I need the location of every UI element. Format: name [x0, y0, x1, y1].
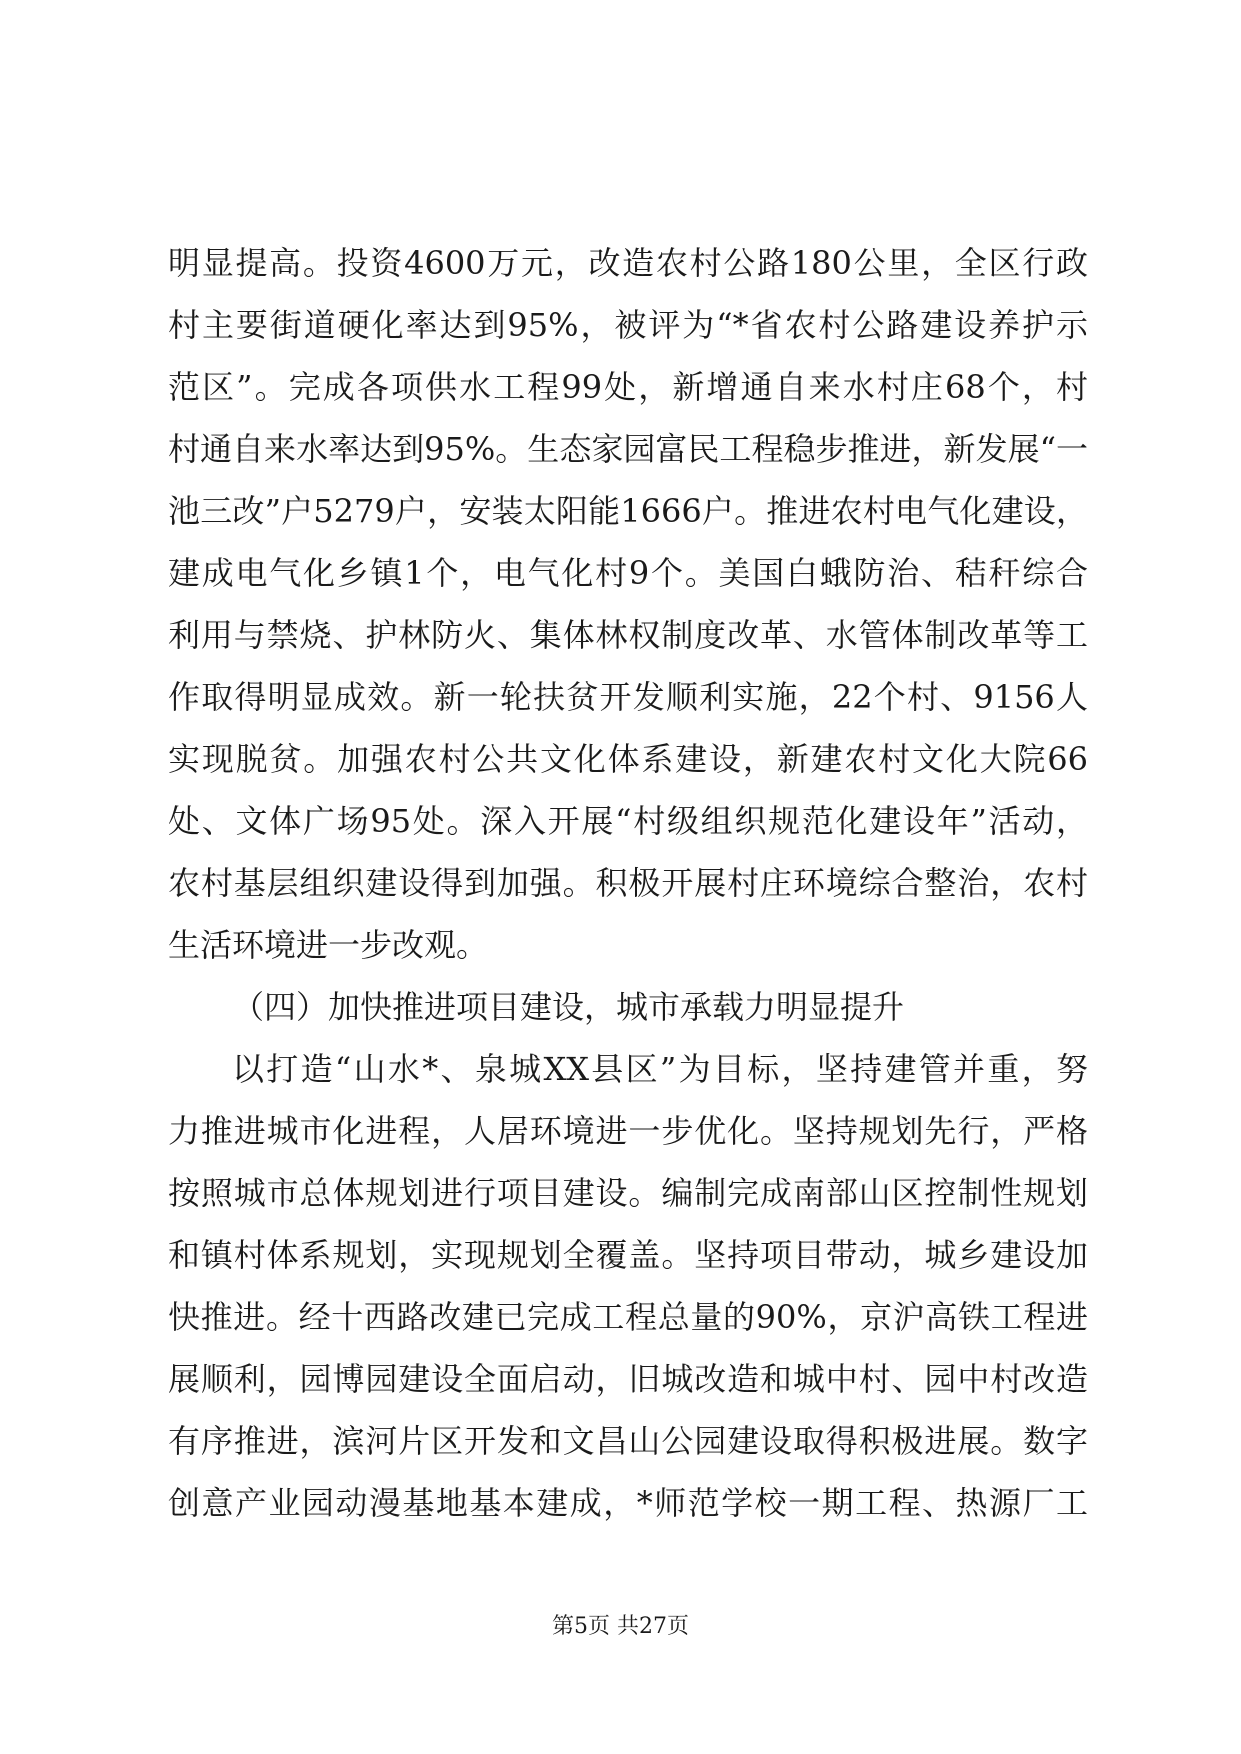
text-line: 以打造“山水*、泉城XX县区”为目标，坚持建管并重，努	[232, 1050, 1088, 1088]
text-line: 处、文体广场95处。深入开展“村级组织规范化建设年”活动，	[168, 802, 1088, 840]
text-line: 村主要街道硬化率达到95%，被评为“*省农村公路建设养护示	[168, 306, 1088, 344]
text-line: 作取得明显成效。新一轮扶贫开发顺利实施，22个村、9156人	[168, 678, 1088, 716]
text-line: 池三改”户5279户，安装太阳能1666户。推进农村电气化建设，	[168, 492, 1088, 530]
text-line: 有序推进，滨河片区开发和文昌山公园建设取得积极进展。数字	[168, 1422, 1088, 1460]
text-line: 农村基层组织建设得到加强。积极开展村庄环境综合整治，农村	[168, 864, 1088, 902]
text-line: 建成电气化乡镇1个，电气化村9个。美国白蛾防治、秸秆综合	[168, 554, 1088, 592]
text-line: 展顺利，园博园建设全面启动，旧城改造和城中村、园中村改造	[168, 1360, 1088, 1398]
text-line: 村通自来水率达到95%。生态家园富民工程稳步推进，新发展“一	[168, 430, 1088, 468]
text-line: 生活环境进一步改观。	[168, 926, 489, 964]
text-line: 明显提高。投资4600万元，改造农村公路180公里，全区行政	[168, 244, 1088, 282]
text-line: 范区”。完成各项供水工程99处，新增通自来水村庄68个，村	[168, 368, 1088, 406]
text-line: 和镇村体系规划，实现规划全覆盖。坚持项目带动，城乡建设加	[168, 1236, 1088, 1274]
page-number: 第5页 共27页	[552, 1614, 689, 1639]
text-line: 按照城市总体规划进行项目建设。编制完成南部山区控制性规划	[168, 1174, 1088, 1212]
section-heading: （四）加快推进项目建设，城市承载力明显提升	[232, 988, 905, 1026]
text-line: 实现脱贫。加强农村公共文化体系建设，新建农村文化大院66	[168, 740, 1088, 778]
text-line: 力推进城市化进程，人居环境进一步优化。坚持规划先行，严格	[168, 1112, 1088, 1150]
text-line: 利用与禁烧、护林防火、集体林权制度改革、水管体制改革等工	[168, 616, 1088, 654]
body-text	[168, 232, 1088, 1534]
text-line: 快推进。经十西路改建已完成工程总量的90%，京沪高铁工程进	[168, 1298, 1088, 1336]
text-line: 创意产业园动漫基地基本建成，*师范学校一期工程、热源厂工	[168, 1484, 1088, 1522]
